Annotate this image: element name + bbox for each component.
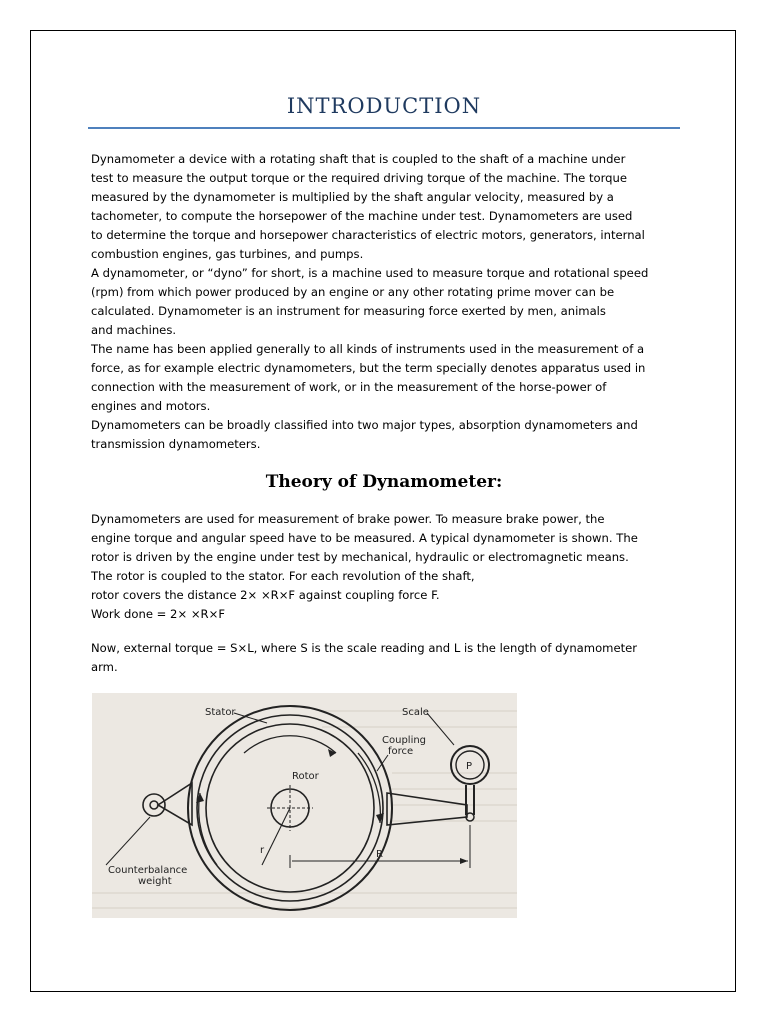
label-r-small: r xyxy=(260,845,265,856)
label-coupling: Coupling xyxy=(382,735,427,746)
text-line: to determine the torque and horsepower characteristics of electric motors, generators, internal xyxy=(91,228,645,242)
text-line: Work done = 2× ×R×F xyxy=(91,607,225,621)
label-weight: weight xyxy=(138,876,172,887)
counterbalance-arm xyxy=(158,783,192,825)
text-line: (rpm) from which power produced by an engine or any other rotating prime mover can be xyxy=(91,285,615,299)
text-line: rotor is driven by the engine under test by mechanical, hydraulic or electromagnetic means. xyxy=(91,550,629,564)
text-line: Dynamometer a device with a rotating shaft that is coupled to the shaft of a machine under xyxy=(91,152,626,166)
text-line: A dynamometer, or “dyno” for short, is a machine used to measure torque and rotational speed xyxy=(91,266,649,280)
label-scale: Scale xyxy=(402,707,429,718)
text-line: measured by the dynamometer is multiplied by the shaft angular velocity, measured by a xyxy=(91,190,614,204)
text-line: calculated. Dynamometer is an instrument for measuring force exerted by men, animals xyxy=(91,304,606,318)
label-rotor: Rotor xyxy=(292,771,319,782)
label-force: force xyxy=(388,746,414,757)
text-line: Now, external torque = S×L, where S is the scale reading and L is the length of dynamometer xyxy=(91,641,638,655)
section-heading-theory: Theory of Dynamometer: xyxy=(265,472,503,492)
counterbalance-leader xyxy=(106,817,150,865)
r-dimension-arrowhead xyxy=(460,858,468,864)
text-line: transmission dynamometers. xyxy=(91,437,261,451)
text-line: The rotor is coupled to the stator. For each revolution of the shaft, xyxy=(91,569,475,583)
text-line: force, as for example electric dynamometers, but the term specially denotes apparatus used in xyxy=(91,361,646,375)
label-counterbalance: Counterbalance xyxy=(108,865,188,876)
text-line: Dynamometers are used for measurement of brake power. To measure brake power, the xyxy=(91,512,605,526)
intro-paragraphs xyxy=(91,150,691,454)
text-line: and machines. xyxy=(91,323,177,337)
title-underline xyxy=(88,127,680,129)
page-title: INTRODUCTION xyxy=(286,94,482,118)
text-line: engine torque and angular speed have to be measured. A typical dynamometer is shown. The xyxy=(91,531,638,545)
text-line: Dynamometers can be broadly classified into two major types, absorption dynamometers and xyxy=(91,418,638,432)
text-line: arm. xyxy=(91,660,118,674)
label-r-big: R xyxy=(376,849,383,860)
torque-arm xyxy=(387,793,467,825)
coupling-force-arrow-left xyxy=(199,793,217,865)
text-line: engines and motors. xyxy=(91,399,211,413)
theory-paragraph xyxy=(91,510,691,624)
label-p: P xyxy=(466,761,473,772)
dynamometer-diagram-svg xyxy=(92,693,517,918)
dynamometer-diagram xyxy=(92,693,517,918)
text-line: tachometer, to compute the horsepower of the machine under test. Dynamometers are used xyxy=(91,209,633,223)
torque-paragraph xyxy=(91,639,691,677)
radius-r-line xyxy=(262,808,290,865)
text-line: test to measure the output torque or the required driving torque of the machine. The torque xyxy=(91,171,628,185)
scale-leader xyxy=(427,713,454,745)
text-line: The name has been applied generally to all kinds of instruments used in the measurement of a xyxy=(91,342,645,356)
text-line: rotor covers the distance 2× ×R×F against coupling force F. xyxy=(91,588,440,602)
rotation-arrow xyxy=(244,736,336,753)
text-line: combustion engines, gas turbines, and pumps. xyxy=(91,247,364,261)
counterbalance-weight-outer xyxy=(143,794,165,816)
label-stator: Stator xyxy=(205,707,236,718)
text-line: connection with the measurement of work, or in the measurement of the horse-power of xyxy=(91,380,607,394)
